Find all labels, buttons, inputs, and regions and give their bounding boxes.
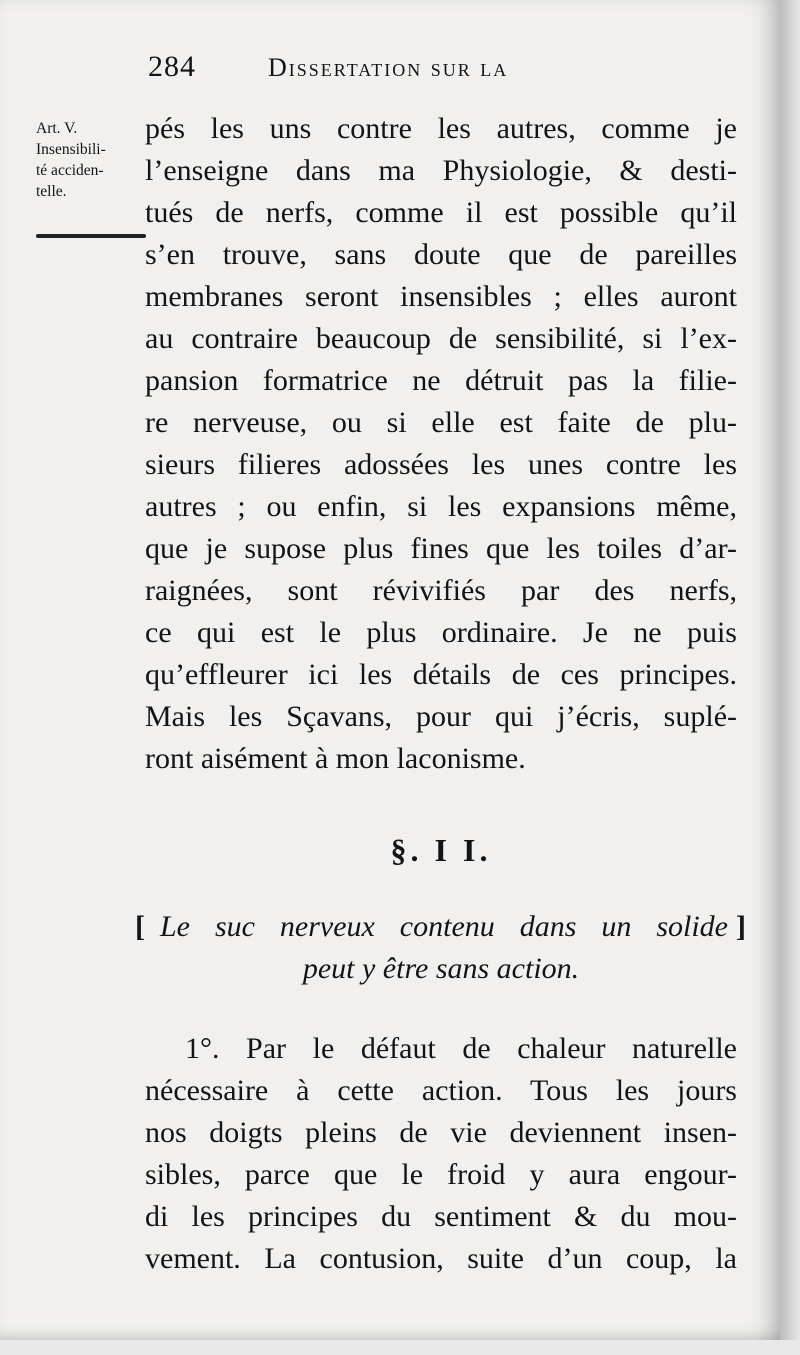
body-line: tués de nerfs, comme il est possible qu’il bbox=[145, 196, 737, 229]
page-number: 284 bbox=[148, 50, 196, 83]
body-line: ront aisément à mon laconisme. bbox=[145, 742, 526, 775]
marginal-note-line: Art. V. bbox=[36, 120, 78, 137]
paragraph-line: di les principes du sentiment & du mou- bbox=[145, 1200, 737, 1233]
body-line: pansion formatrice ne détruit pas la filie- bbox=[145, 364, 737, 397]
body-line: qu’effleurer ici les détails de ces principes. bbox=[145, 658, 737, 691]
paragraph-line: sibles, parce que le froid y aura engour- bbox=[145, 1158, 737, 1191]
paragraph-line: vement. La contusion, suite d’un coup, la bbox=[145, 1242, 737, 1275]
marginal-note-line: Insensibili- bbox=[36, 141, 106, 158]
paragraph-line: nos doigts pleins de vie deviennent insen- bbox=[145, 1116, 737, 1149]
body-line: au contraire beaucoup de sensibilité, si l’ex- bbox=[145, 322, 737, 355]
page-bottom-edge bbox=[0, 1340, 800, 1355]
paragraph-line: 1°. Par le défaut de chaleur naturelle bbox=[185, 1032, 737, 1065]
marginal-note bbox=[36, 118, 148, 202]
body-line: sieurs filieres adossées les unes contre les bbox=[145, 448, 737, 481]
body-line: re nerveuse, ou si elle est faite de plu- bbox=[145, 406, 737, 439]
body-line: ce qui est le plus ordinaire. Je ne puis bbox=[145, 616, 737, 649]
body-line: membranes seront insensibles ; elles auront bbox=[145, 280, 737, 313]
body-line: Mais les Sçavans, pour qui j’écris, suplé- bbox=[145, 700, 737, 733]
paragraph-line: nécessaire à cette action. Tous les jours bbox=[145, 1074, 737, 1107]
body-line: que je supose plus fines que les toiles d’ar- bbox=[145, 532, 737, 565]
page-edge bbox=[780, 0, 800, 1355]
section-title-line: Le suc nerveux contenu dans un solide bbox=[160, 910, 728, 943]
title-bracket-right: ] bbox=[736, 910, 746, 943]
body-line: s’en trouve, sans doute que de pareilles bbox=[145, 238, 737, 271]
marginal-note-line: té acciden- bbox=[36, 162, 104, 179]
section-title-line: peut y être sans action. bbox=[302, 952, 580, 985]
marginal-note-line: telle. bbox=[36, 183, 67, 200]
marginal-rule bbox=[36, 234, 146, 238]
body-line: raignées, sont révivifiés par des nerfs, bbox=[145, 574, 737, 607]
body-line: pés les uns contre les autres, comme je bbox=[145, 112, 737, 145]
section-heading: §. I I. bbox=[390, 832, 492, 868]
body-line: l’enseigne dans ma Physiologie, & desti- bbox=[145, 154, 737, 187]
title-bracket-left: [ bbox=[135, 910, 145, 943]
body-line: autres ; ou enfin, si les expansions même, bbox=[145, 490, 737, 523]
running-title: Dissertation sur la bbox=[268, 53, 509, 82]
page-header bbox=[148, 50, 738, 94]
